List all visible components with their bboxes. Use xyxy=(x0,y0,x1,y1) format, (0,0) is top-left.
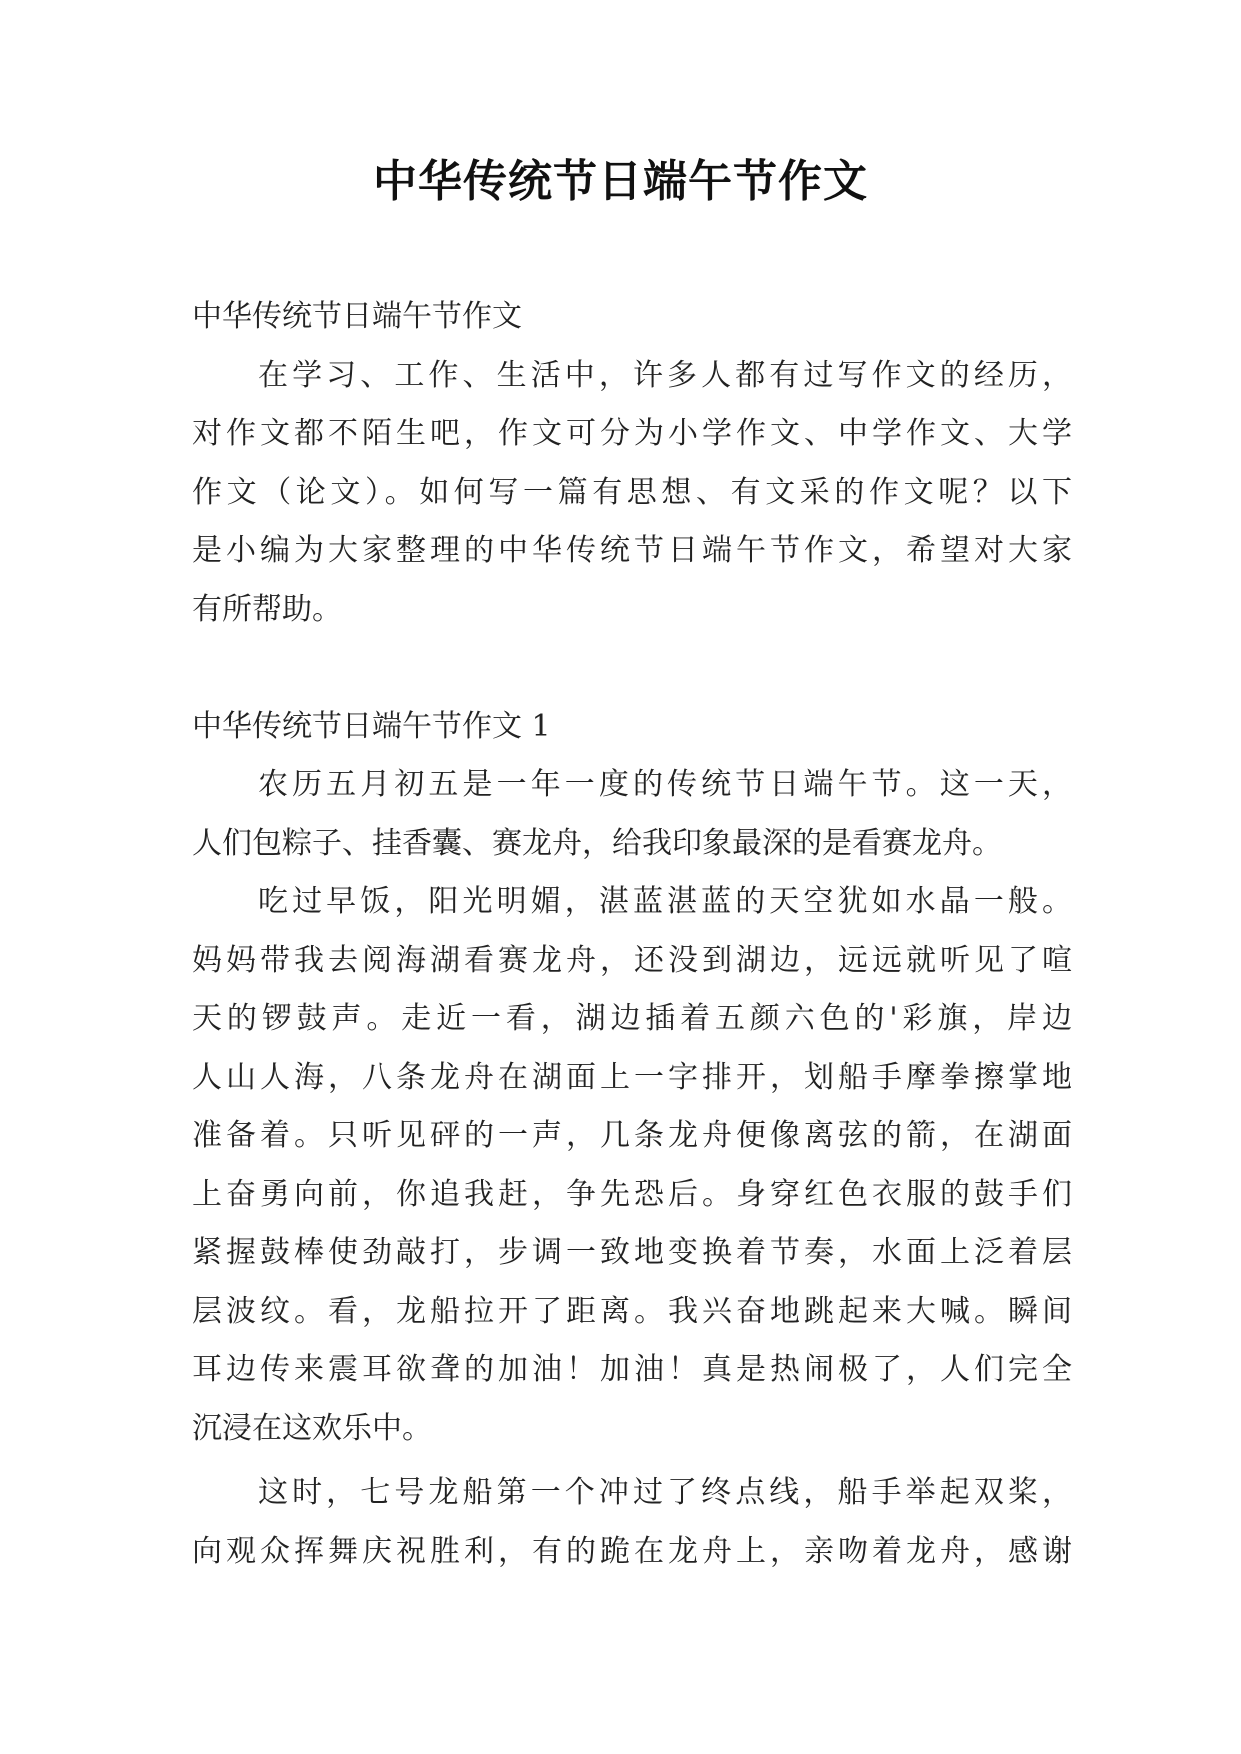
intro-line: 有所帮助。 xyxy=(192,591,342,627)
intro-line: 对作文都不陌生吧，作文可分为小学作文、中学作文、大学 xyxy=(192,416,1072,451)
essay1-p2-line: 准备着。只听见砰的一声，几条龙舟便像离弦的箭，在湖面 xyxy=(192,1118,1072,1153)
document-body xyxy=(192,288,1072,1581)
essay1-p2-line: 紧握鼓棒使劲敲打，步调一致地变换着节奏，水面上泛着层 xyxy=(192,1235,1072,1270)
essay1-p2-line: 上奋勇向前，你追我赶，争先恐后。身穿红色衣服的鼓手们 xyxy=(192,1176,1072,1212)
intro-line: 作文（论文）。如何写一篇有思想、有文采的作文呢？以下 xyxy=(192,474,1072,510)
document-title: 中华传统节日端午节作文 xyxy=(373,156,868,207)
essay1-p2-line: 沉浸在这欢乐中。 xyxy=(192,1410,432,1446)
essay1-p2-line: 人山人海，八条龙舟在湖面上一字排开，划船手摩拳擦掌地 xyxy=(192,1059,1072,1095)
section-spacer xyxy=(192,639,1072,698)
essay1-p2-line: 天的锣鼓声。走近一看，湖边插着五颜六色的'彩旗，岸边 xyxy=(192,1001,1072,1036)
essay1-p1-line: 人们包粽子、挂香囊、赛龙舟，给我印象最深的是看赛龙舟。 xyxy=(192,825,1002,861)
essay1-p2-line: 耳边传来震耳欲聋的加油！加油！真是热闹极了，人们完全 xyxy=(192,1352,1072,1387)
intro-line: 是小编为大家整理的中华传统节日端午节作文，希望对大家 xyxy=(192,533,1072,568)
essay1-p3-line: 向观众挥舞庆祝胜利，有的跪在龙舟上，亲吻着龙舟，感谢 xyxy=(192,1533,1072,1569)
intro-heading: 中华传统节日端午节作文 xyxy=(192,299,522,334)
essay1-p3-line: 这时，七号龙船第一个冲过了终点线，船手举起双桨， xyxy=(258,1475,1072,1510)
essay1-p2-line: 层波纹。看，龙船拉开了距离。我兴奋地跳起来大喊。瞬间 xyxy=(192,1293,1072,1329)
essay1-p1-line: 农历五月初五是一年一度的传统节日端午节。这一天， xyxy=(258,767,1072,802)
essay1-heading: 中华传统节日端午节作文 1 xyxy=(192,708,551,744)
intro-line: 在学习、工作、生活中，许多人都有过写作文的经历， xyxy=(258,357,1072,393)
essay1-p2-line: 吃过早饭，阳光明媚，湛蓝湛蓝的天空犹如水晶一般。 xyxy=(258,884,1072,919)
essay1-p2-line: 妈妈带我去阅海湖看赛龙舟，还没到湖边，远远就听见了喧 xyxy=(192,942,1072,978)
